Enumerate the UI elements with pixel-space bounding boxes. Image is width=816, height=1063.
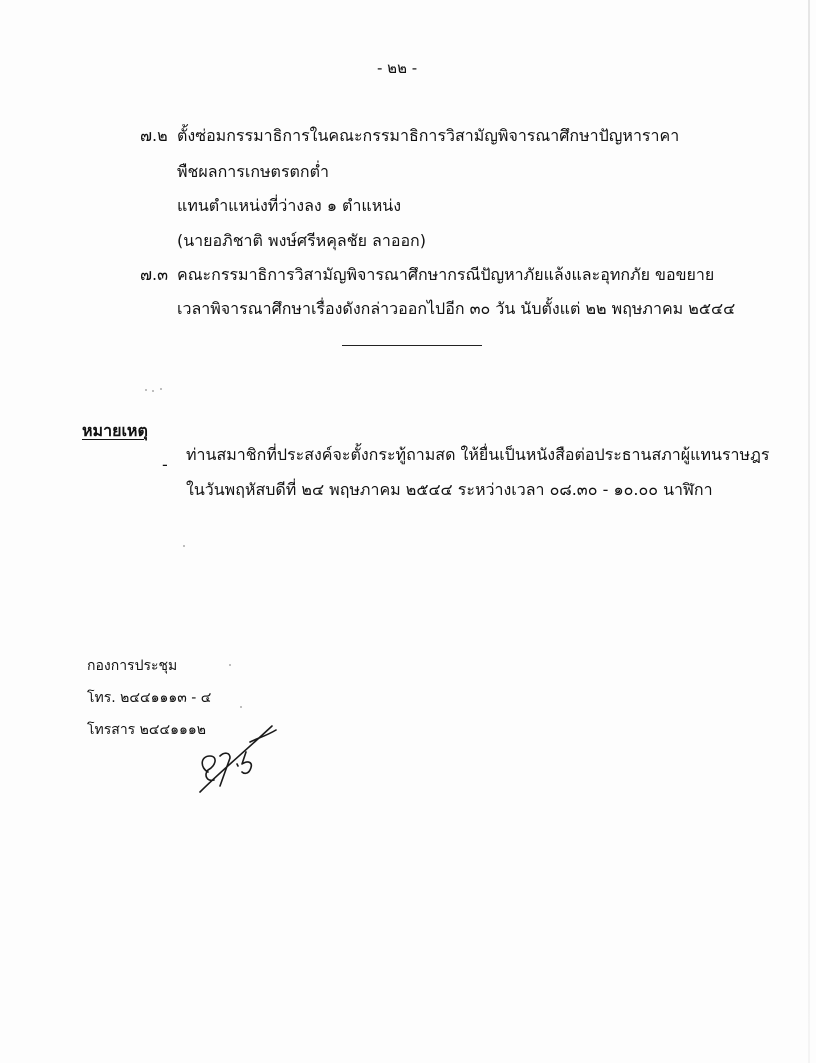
- signature-stroke: [237, 764, 238, 766]
- item-line: คณะกรรมาธิการวิสามัญพิจารณาศึกษากรณีปัญหาภัยแล้งและอุทกภัย ขอขยาย: [177, 265, 715, 284]
- item-number: ๗.๓: [140, 265, 169, 284]
- footer-fax: โทรสาร ๒๔๔๑๑๑๒: [87, 722, 206, 738]
- scan-speck: [229, 664, 231, 666]
- item-line: แทนตำแหน่งที่ว่างลง ๑ ตำแหน่ง: [177, 196, 402, 215]
- scan-edge: [808, 0, 810, 1063]
- handwritten-signature: [190, 720, 290, 795]
- scan-speck: [183, 545, 185, 547]
- signature-stroke: [242, 752, 251, 773]
- item-line: พืชผลการเกษตรตกต่ำ: [177, 162, 329, 181]
- footer-phone: โทร. ๒๔๔๑๑๑๓ - ๔: [87, 690, 212, 706]
- scan-speck: [240, 706, 242, 708]
- item-line: เวลาพิจารณาศึกษาเรื่องดังกล่าวออกไปอีก ๓๐ วัน นับตั้งแต่ ๒๒ พฤษภาคม ๒๕๔๔: [177, 299, 736, 318]
- scan-speck: [152, 390, 154, 392]
- signature-stroke: [250, 730, 276, 742]
- item-line: (นายอภิชาติ พงษ์ศรีหคุลชัย ลาออก): [177, 231, 426, 250]
- remark-dash: -: [162, 455, 168, 474]
- section-divider: [342, 345, 482, 346]
- scan-speck: [160, 388, 162, 390]
- signature-stroke: [202, 756, 215, 780]
- signature-stroke: [200, 726, 272, 792]
- remark-line: ในวันพฤหัสบดีที่ ๒๔ พฤษภาคม ๒๕๔๔ ระหว่างเวลา ๐๘.๓๐ - ๑๐.๐๐ นาฬิกา: [186, 480, 713, 499]
- footer-office: กองการประชุม: [87, 658, 178, 674]
- item-line: ตั้งซ่อมกรรมาธิการในคณะกรรมาธิการวิสามัญพิจารณาศึกษาปัญหาราคา: [177, 126, 680, 145]
- scan-speck: [145, 389, 147, 391]
- item-number: ๗.๒: [140, 126, 168, 145]
- remark-heading: หมายเหตุ: [82, 421, 148, 440]
- page-number: - ๒๒ -: [377, 59, 418, 77]
- remark-line: ท่านสมาชิกที่ประสงค์จะตั้งกระทู้ถามสด ให้ยื่นเป็นหนังสือต่อประธานสภาผู้แทนราษฎร: [186, 445, 770, 464]
